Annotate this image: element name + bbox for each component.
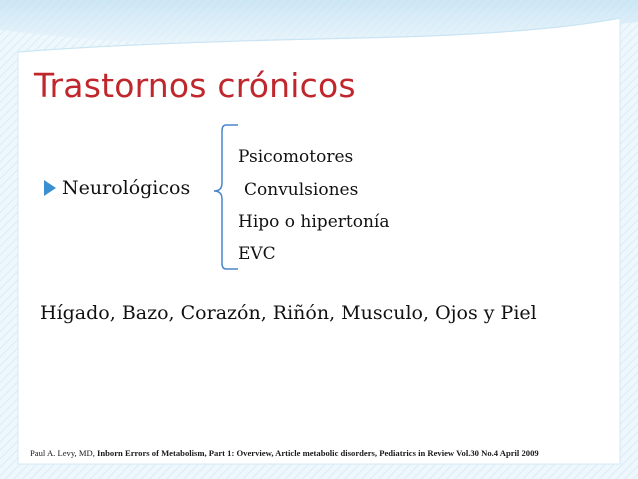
subitem-evc: EVC <box>238 244 276 264</box>
organs-line: Hígado, Bazo, Corazón, Riñón, Musculo, Ojos y Piel <box>40 302 537 324</box>
citation-author: Paul A. Levy, MD, <box>30 448 95 458</box>
subitem-psicomotores: Psicomotores <box>238 147 354 167</box>
subitem-hipotonia: Hipo o hipertonía <box>238 212 390 232</box>
bullet-label: Neurológicos <box>62 177 191 199</box>
subitem-convulsiones: Convulsiones <box>244 180 359 200</box>
citation <box>30 448 539 458</box>
bullet-neurologicos <box>44 177 190 199</box>
citation-reference: Inborn Errors of Metabolism, Part 1: Overview, Article metabolic disorders, Pediatrics in Review Vol.30 No.4 April 2009 <box>97 448 539 458</box>
slide-title: Trastornos crónicos <box>34 66 356 105</box>
bullet-arrow-icon <box>44 180 56 196</box>
